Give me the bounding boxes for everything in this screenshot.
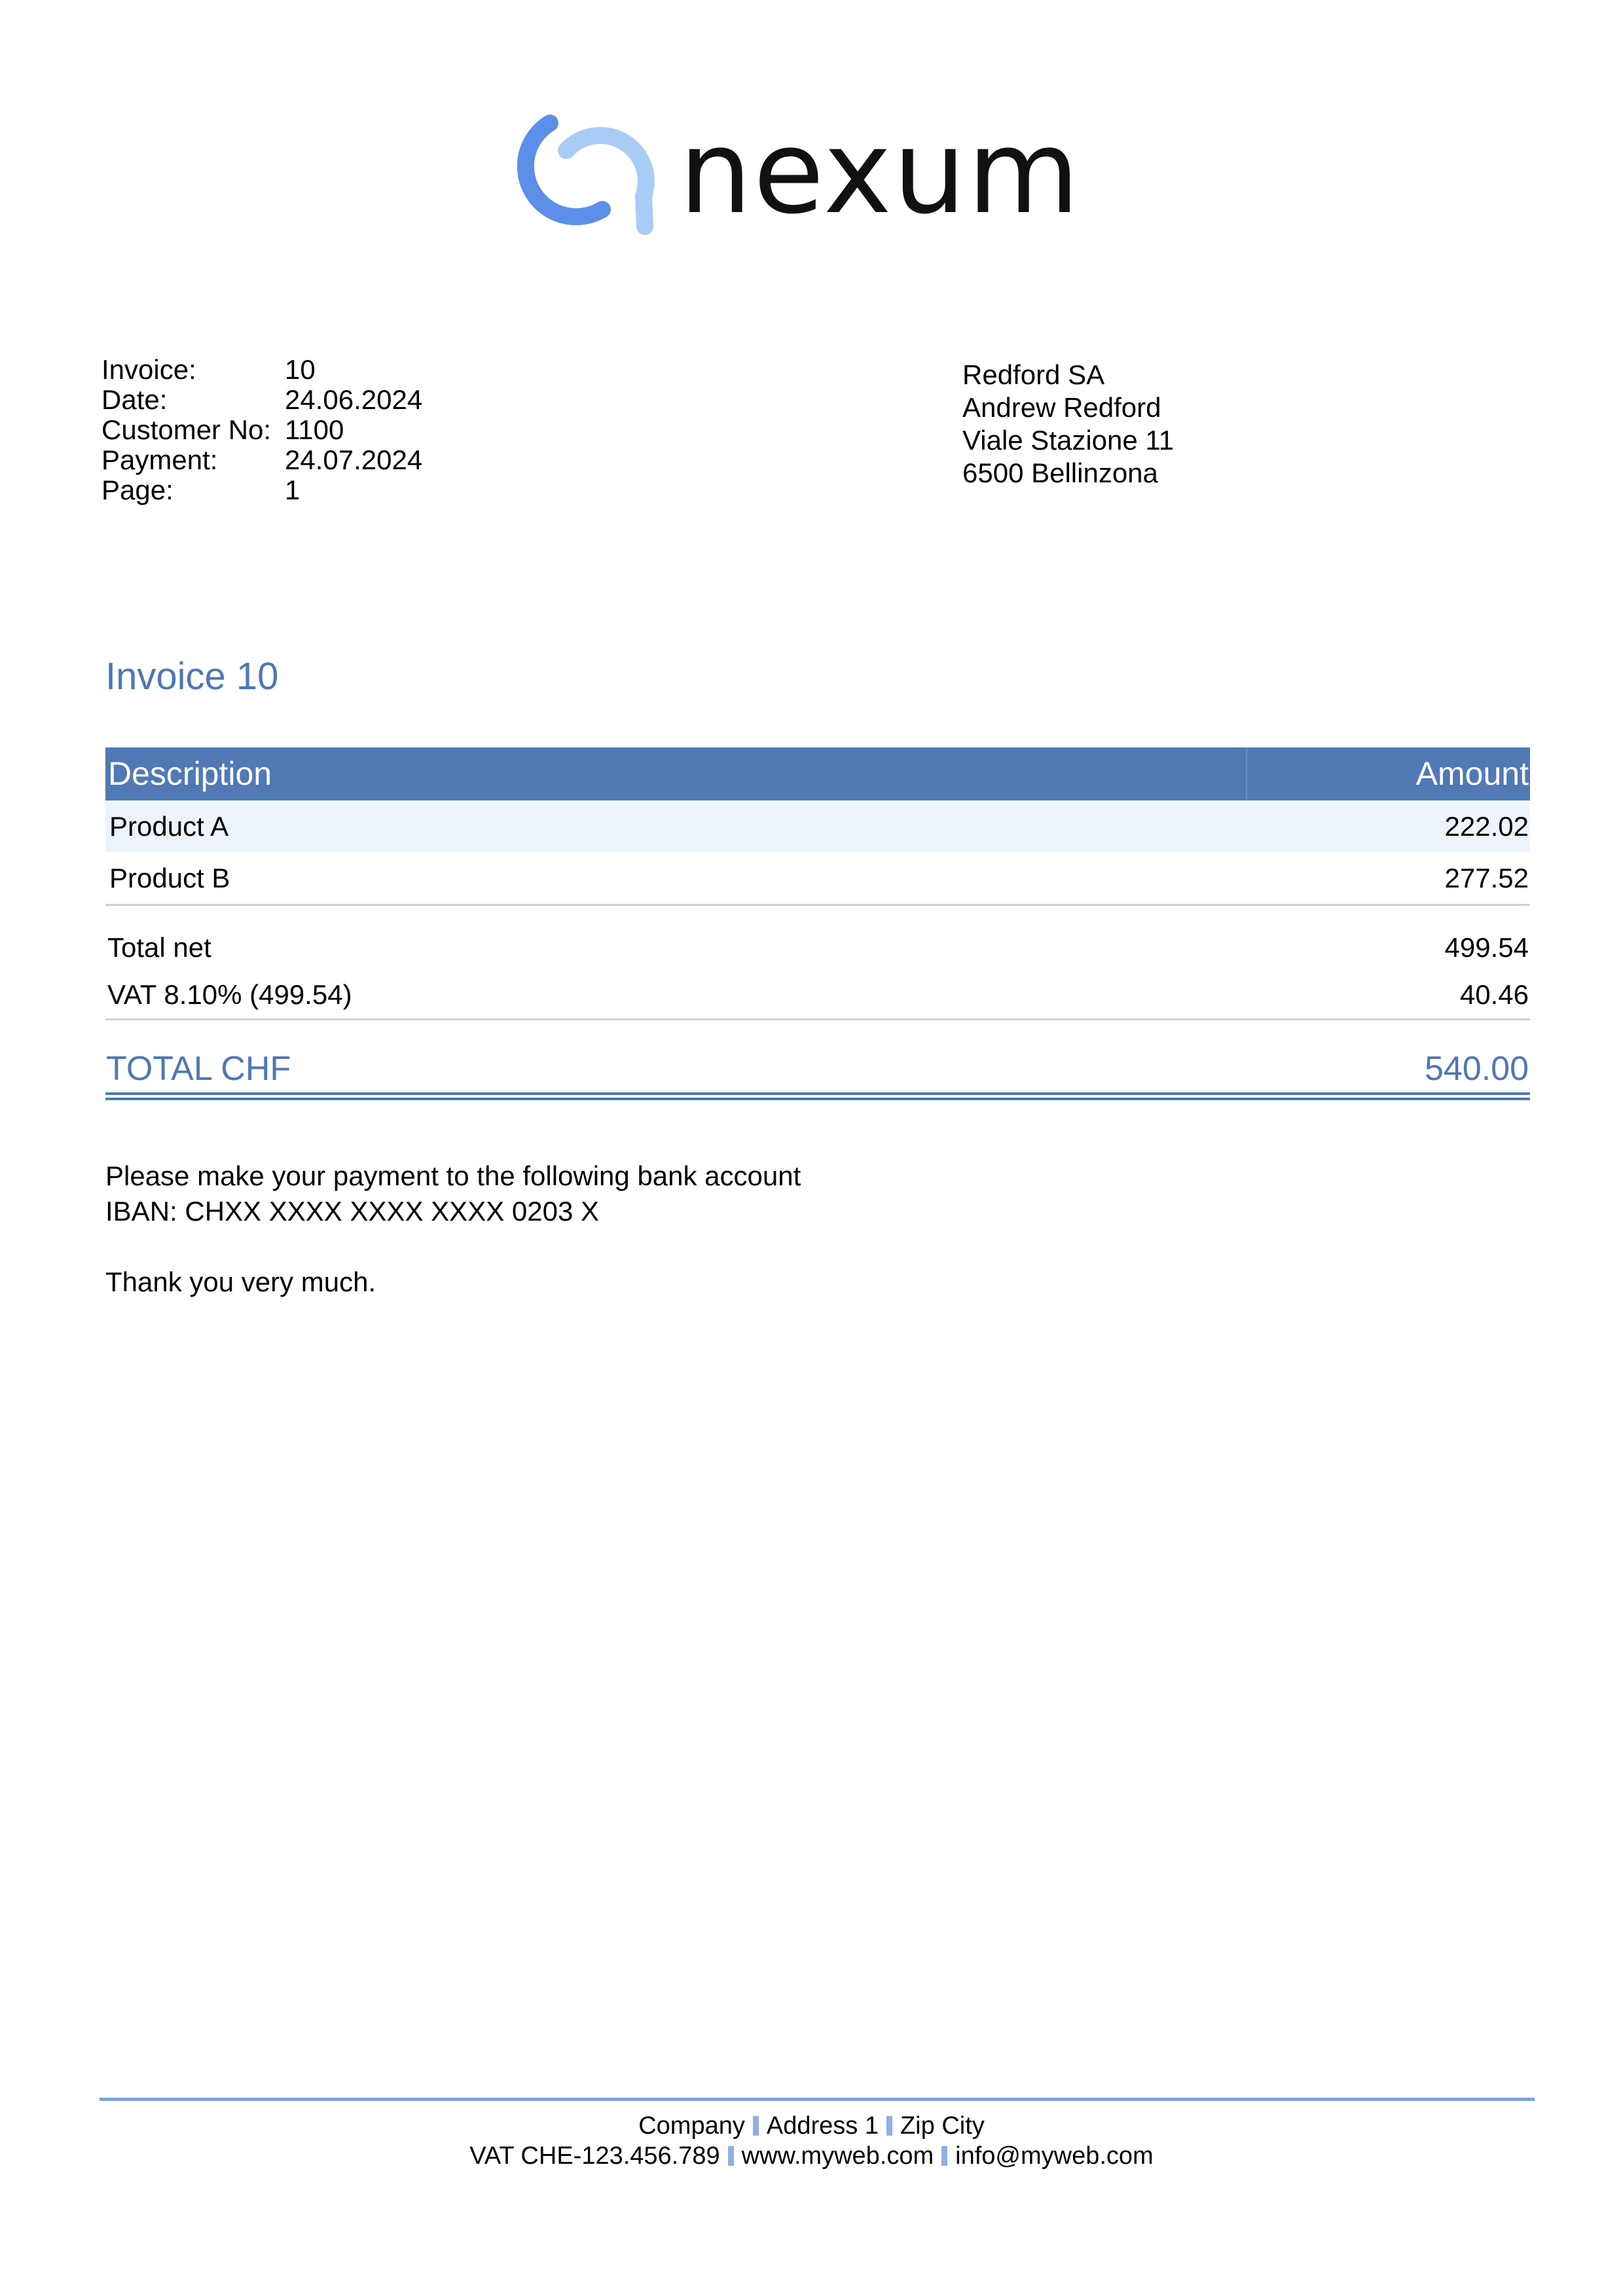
row-description: Product B [109,862,230,893]
footer-line-1 [0,2111,1623,2141]
address-street: Viale Stazione 11 [962,425,1175,456]
table-row [105,852,1530,904]
invoice-title: Invoice 10 [105,655,279,698]
meta-date-row [101,385,422,415]
header-amount: Amount [1415,755,1529,792]
meta-payment-label: Payment: [101,444,218,475]
meta-invoice-label: Invoice: [101,354,196,385]
meta-invoice-value: 10 [285,354,316,385]
meta-page-label: Page: [101,475,173,505]
invoice-meta [101,355,422,505]
meta-date-value: 24.06.2024 [285,384,423,415]
iban-line: IBAN: CHXX XXXX XXXX XXXX 0203 X [105,1196,600,1227]
header-description: Description [105,747,1247,800]
footer-separator [728,2146,734,2166]
items-table [105,747,1530,1100]
table-row [105,800,1530,852]
footer-email[interactable]: info@myweb.com [955,2142,1154,2170]
footer-website[interactable]: www.myweb.com [741,2142,934,2170]
meta-invoice-row [101,355,422,385]
table-header [105,747,1530,800]
grand-total-label: TOTAL CHF [106,1050,291,1088]
meta-customer-row [101,415,422,445]
footer-separator [753,2116,759,2136]
footer-separator [941,2146,947,2166]
meta-payment-row [101,445,422,475]
total-net-row [105,924,1530,971]
row-description: Product A [109,810,229,842]
meta-payment-value: 24.07.2024 [285,444,423,475]
logo-swirl-icon [507,111,658,242]
total-net-value: 499.54 [1444,932,1529,963]
footer-address: Address 1 [766,2112,879,2140]
total-net-label: Total net [107,932,211,963]
meta-customer-label: Customer No: [101,414,272,445]
company-logo [507,105,1195,242]
vat-value: 40.46 [1459,979,1529,1010]
address-contact: Andrew Redford [962,392,1161,423]
meta-date-label: Date: [101,384,168,415]
footer-line-2 [0,2141,1623,2171]
logo-wordmark: nexum [679,105,1081,240]
recipient-address [962,359,1174,490]
meta-customer-value: 1100 [285,414,344,445]
footer-vat: VAT CHE-123.456.789 [469,2142,720,2170]
grand-total-double-rule [105,1092,1530,1100]
footer-separator [886,2116,892,2136]
address-company: Redford SA [962,359,1105,390]
thank-you-line: Thank you very much. [105,1266,376,1297]
meta-page-value: 1 [285,475,301,505]
row-amount: 277.52 [1444,862,1529,893]
footer-divider [100,2098,1535,2101]
footer [0,2111,1623,2171]
vat-row [105,971,1530,1018]
address-city: 6500 Bellinzona [962,457,1158,488]
payment-notes [105,1158,801,1300]
grand-total-row [105,1043,1530,1088]
footer-company: Company [638,2112,745,2140]
row-amount: 222.02 [1444,810,1529,842]
vat-label: VAT 8.10% (499.54) [107,979,352,1010]
payment-instruction: Please make your payment to the following bank account [105,1160,801,1191]
footer-zip-city: Zip City [900,2112,985,2140]
grand-total-value: 540.00 [1424,1050,1529,1088]
meta-page-row [101,475,422,505]
